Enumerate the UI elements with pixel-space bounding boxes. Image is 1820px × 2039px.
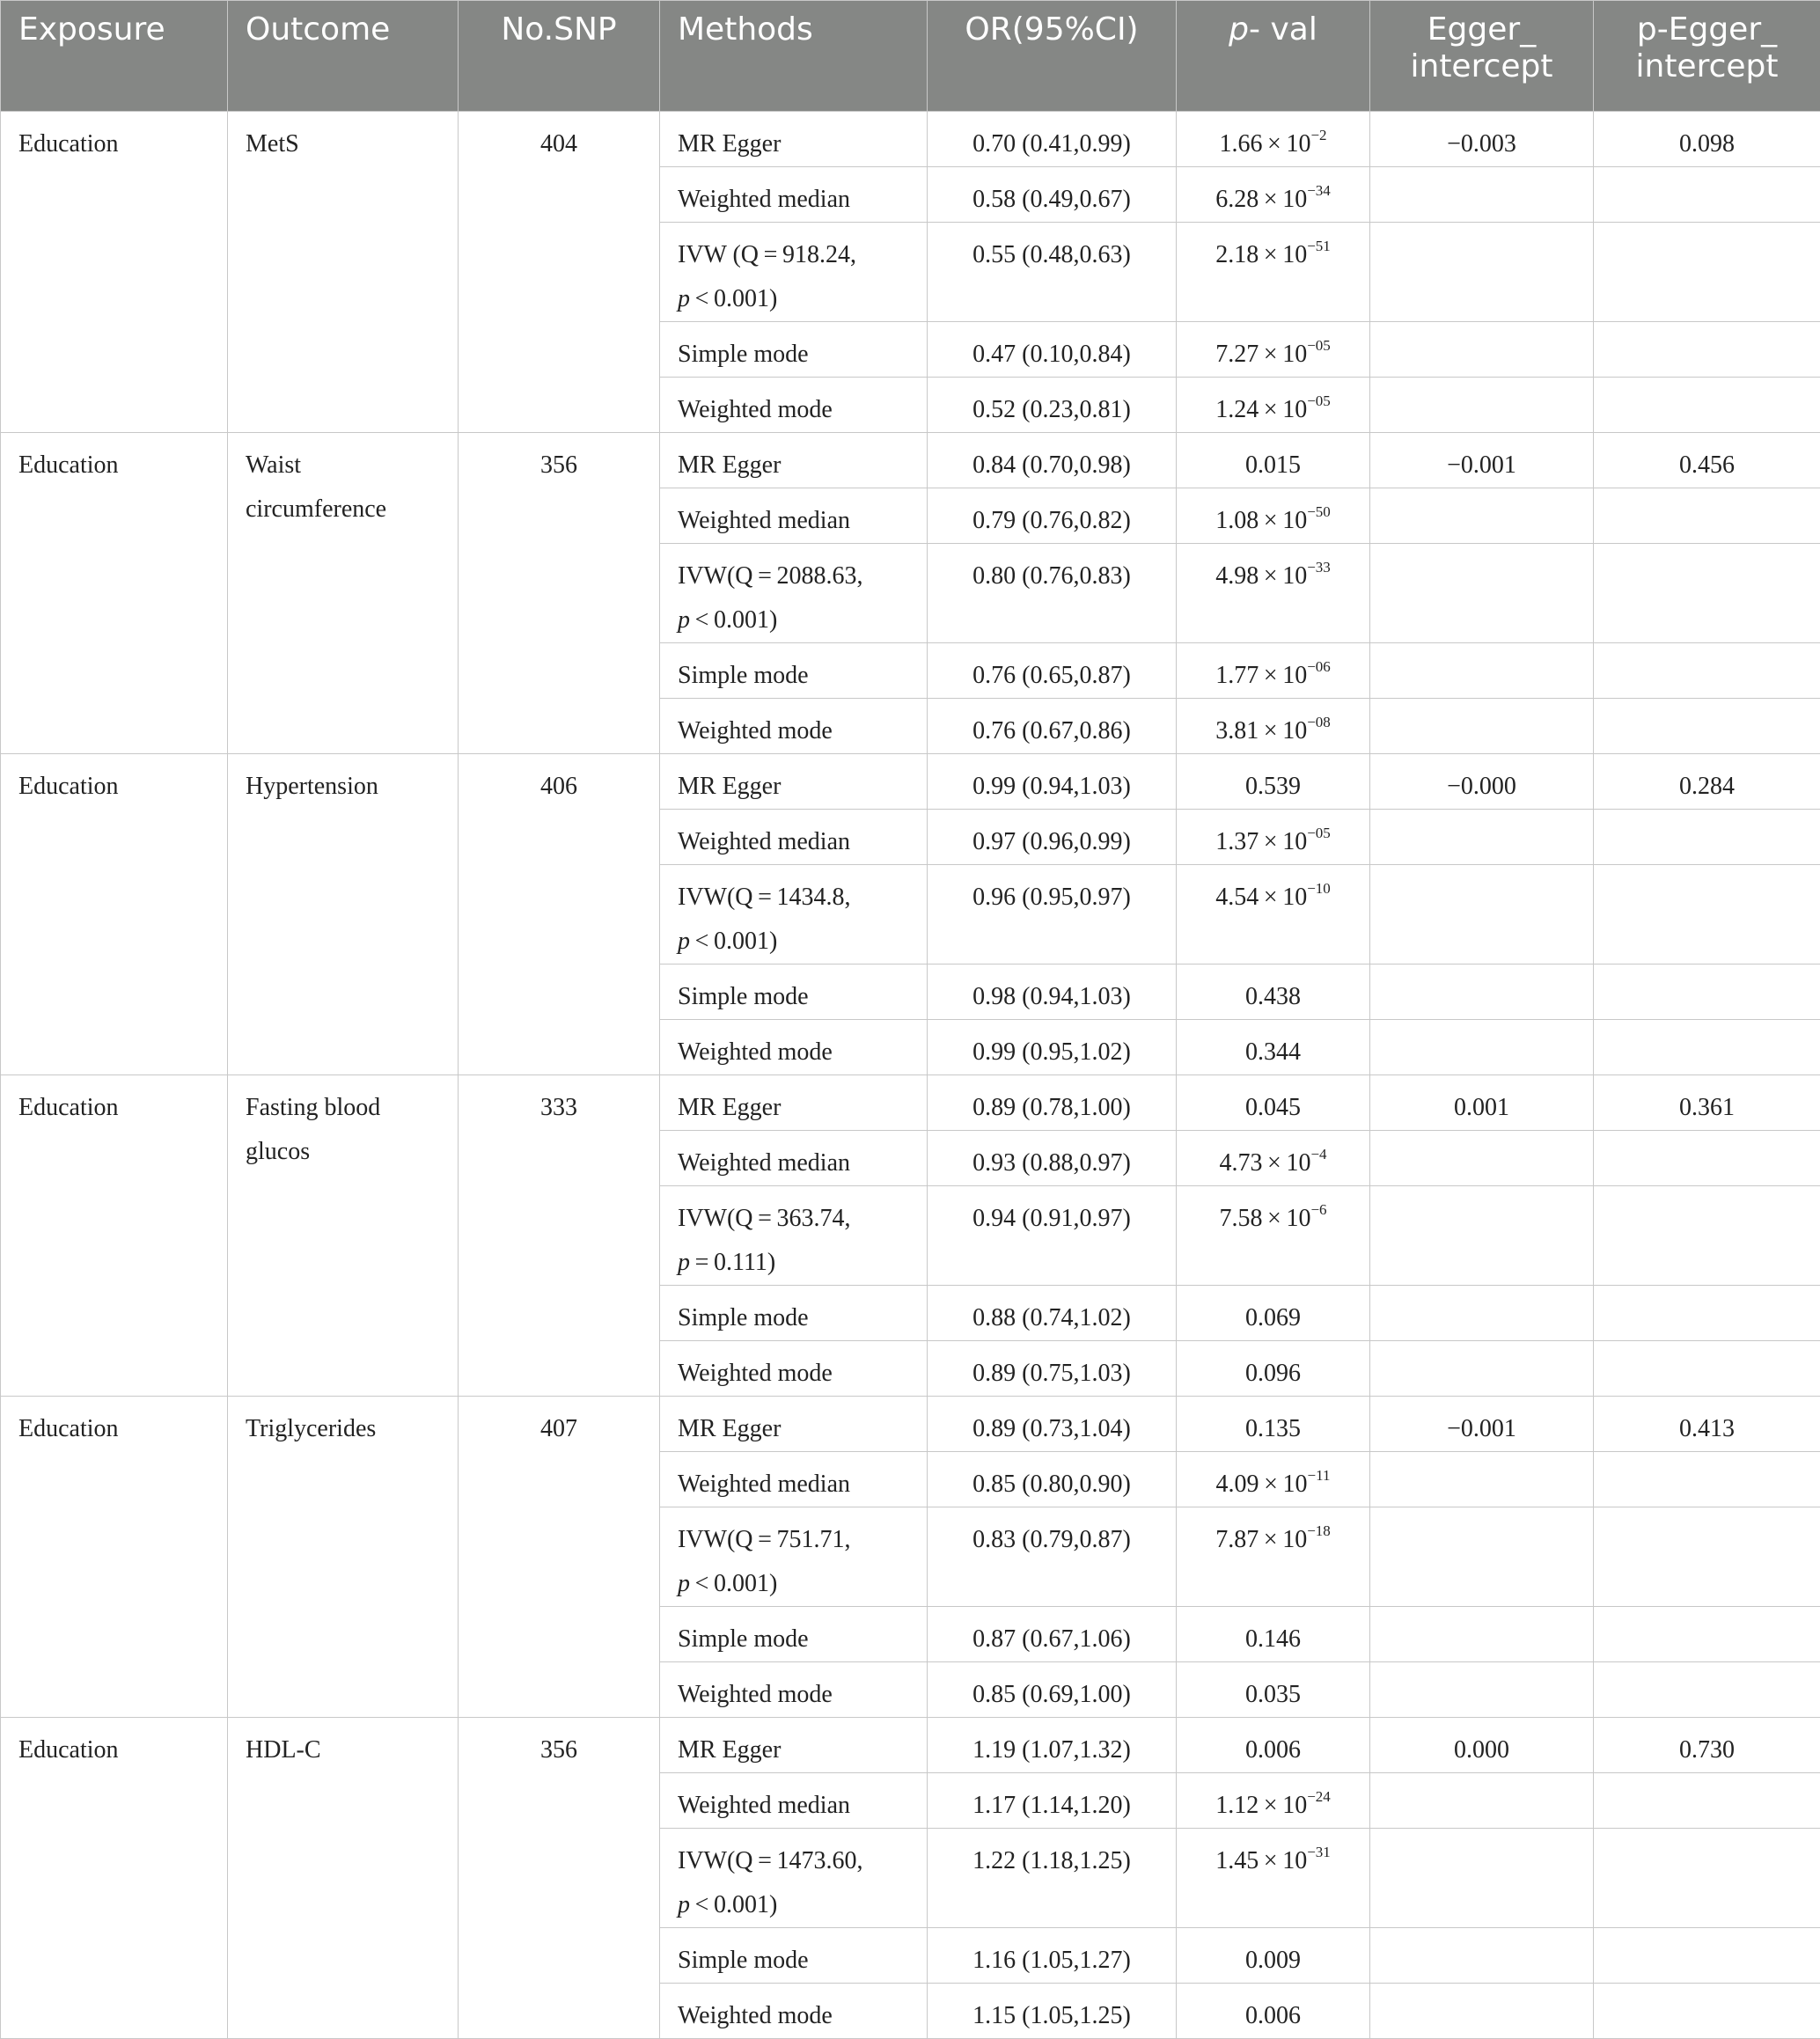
p-value-cell bbox=[1177, 643, 1370, 699]
header-p-value-rest: - val bbox=[1249, 11, 1317, 48]
p-egger-intercept-cell: 0.730 bbox=[1594, 1718, 1820, 1773]
table-body bbox=[1, 112, 1820, 2039]
p-egger-intercept-cell: 0.413 bbox=[1594, 1397, 1820, 1452]
p-value-base: 4.98 × 10 bbox=[1215, 562, 1307, 590]
p-value-cell bbox=[1177, 112, 1370, 167]
method-name: Weighted median bbox=[678, 186, 850, 213]
p-egger-intercept-cell bbox=[1594, 699, 1820, 754]
p-value-exponent: −50 bbox=[1307, 503, 1331, 520]
method-name: MR Egger bbox=[678, 451, 781, 479]
outcome-cell bbox=[228, 433, 459, 754]
or-ci-cell: 0.89 (0.73,1.04) bbox=[928, 1397, 1177, 1452]
p-egger-intercept-cell bbox=[1594, 167, 1820, 223]
egger-intercept-cell bbox=[1370, 167, 1594, 223]
header-exposure: Exposure bbox=[1, 1, 228, 112]
egger-intercept-cell bbox=[1370, 544, 1594, 643]
method-name: Weighted mode bbox=[678, 1681, 833, 1708]
p-value-plain: 0.069 bbox=[1245, 1304, 1301, 1331]
method-cell bbox=[660, 433, 928, 488]
egger-intercept-cell bbox=[1370, 1773, 1594, 1829]
p-value-exponent: −05 bbox=[1307, 337, 1331, 354]
table-row bbox=[1, 1397, 1820, 1452]
or-ci-cell: 0.88 (0.74,1.02) bbox=[928, 1286, 1177, 1341]
or-ci-cell: 0.58 (0.49,0.67) bbox=[928, 167, 1177, 223]
egger-intercept-cell: −0.001 bbox=[1370, 1397, 1594, 1452]
or-ci-cell: 0.93 (0.88,0.97) bbox=[928, 1131, 1177, 1186]
p-egger-intercept-cell bbox=[1594, 1928, 1820, 1984]
or-ci-cell: 1.22 (1.18,1.25) bbox=[928, 1829, 1177, 1928]
method-cell bbox=[660, 1075, 928, 1131]
or-ci-cell: 0.55 (0.48,0.63) bbox=[928, 223, 1177, 322]
or-ci-cell: 1.19 (1.07,1.32) bbox=[928, 1718, 1177, 1773]
method-cell bbox=[660, 1773, 928, 1829]
header-p-egger-intercept-line2: intercept bbox=[1636, 48, 1779, 84]
method-cell bbox=[660, 1020, 928, 1075]
egger-intercept-cell bbox=[1370, 1186, 1594, 1286]
table-row bbox=[1, 1718, 1820, 1773]
egger-intercept-cell bbox=[1370, 1452, 1594, 1507]
header-egger-intercept bbox=[1370, 1, 1594, 112]
p-value-cell bbox=[1177, 1131, 1370, 1186]
or-ci-cell: 0.87 (0.67,1.06) bbox=[928, 1607, 1177, 1662]
p-egger-intercept-cell: 0.456 bbox=[1594, 433, 1820, 488]
or-ci-cell: 0.70 (0.41,0.99) bbox=[928, 112, 1177, 167]
method-name: Weighted median bbox=[678, 1792, 850, 1819]
or-ci-cell: 0.99 (0.95,1.02) bbox=[928, 1020, 1177, 1075]
egger-intercept-cell bbox=[1370, 1984, 1594, 2039]
p-value-cell bbox=[1177, 1507, 1370, 1607]
p-egger-intercept-cell bbox=[1594, 964, 1820, 1020]
p-value-cell bbox=[1177, 1829, 1370, 1928]
header-egger-intercept-line2: intercept bbox=[1411, 48, 1553, 84]
method-cell bbox=[660, 167, 928, 223]
exposure-cell: Education bbox=[1, 433, 228, 754]
method-cell bbox=[660, 643, 928, 699]
p-value-exponent: −10 bbox=[1307, 880, 1331, 897]
p-value-base: 1.08 × 10 bbox=[1215, 507, 1307, 534]
p-value-exponent: −2 bbox=[1310, 127, 1326, 143]
method-cell bbox=[660, 488, 928, 544]
table-row bbox=[1, 112, 1820, 167]
header-egger-intercept-line1: Egger_ bbox=[1427, 11, 1536, 48]
p-value-cell bbox=[1177, 1186, 1370, 1286]
p-value-base: 7.58 × 10 bbox=[1219, 1205, 1310, 1232]
or-ci-cell: 0.89 (0.78,1.00) bbox=[928, 1075, 1177, 1131]
egger-intercept-cell bbox=[1370, 1286, 1594, 1341]
method-name: IVW(Q = 1473.60, bbox=[678, 1847, 863, 1874]
egger-intercept-cell bbox=[1370, 378, 1594, 433]
exposure-cell: Education bbox=[1, 112, 228, 433]
p-value-base: 1.37 × 10 bbox=[1215, 828, 1307, 855]
method-name: Weighted mode bbox=[678, 396, 833, 423]
egger-intercept-cell: −0.000 bbox=[1370, 754, 1594, 810]
p-value-plain: 0.045 bbox=[1245, 1094, 1301, 1121]
p-egger-intercept-cell bbox=[1594, 1984, 1820, 2039]
or-ci-cell: 0.89 (0.75,1.03) bbox=[928, 1341, 1177, 1397]
p-egger-intercept-cell bbox=[1594, 1773, 1820, 1829]
p-value-cell bbox=[1177, 964, 1370, 1020]
method-name: Weighted median bbox=[678, 1149, 850, 1177]
method-p-italic: p bbox=[678, 1891, 690, 1918]
p-value-cell bbox=[1177, 1928, 1370, 1984]
snp-count-cell: 356 bbox=[459, 433, 660, 754]
method-name: Weighted median bbox=[678, 1471, 850, 1498]
or-ci-cell: 1.15 (1.05,1.25) bbox=[928, 1984, 1177, 2039]
p-egger-intercept-cell bbox=[1594, 488, 1820, 544]
p-value-cell bbox=[1177, 488, 1370, 544]
exposure-cell: Education bbox=[1, 754, 228, 1075]
p-value-exponent: −4 bbox=[1310, 1146, 1326, 1163]
p-value-base: 4.09 × 10 bbox=[1216, 1471, 1308, 1498]
p-egger-intercept-cell: 0.361 bbox=[1594, 1075, 1820, 1131]
p-value-cell bbox=[1177, 865, 1370, 964]
outcome-cell bbox=[228, 1718, 459, 2039]
outcome-line1: Hypertension bbox=[246, 773, 378, 800]
method-p-italic: p bbox=[678, 1570, 690, 1597]
p-value-cell bbox=[1177, 378, 1370, 433]
method-p-rest: < 0.001) bbox=[690, 285, 777, 312]
method-name: IVW (Q = 918.24, bbox=[678, 241, 856, 268]
method-cell bbox=[660, 1131, 928, 1186]
or-ci-cell: 0.85 (0.69,1.00) bbox=[928, 1662, 1177, 1718]
exposure-cell: Education bbox=[1, 1075, 228, 1397]
or-ci-cell: 0.83 (0.79,0.87) bbox=[928, 1507, 1177, 1607]
p-egger-intercept-cell bbox=[1594, 1020, 1820, 1075]
method-name: Simple mode bbox=[678, 341, 809, 368]
p-egger-intercept-cell bbox=[1594, 810, 1820, 865]
outcome-line1: MetS bbox=[246, 130, 299, 158]
p-egger-intercept-cell bbox=[1594, 223, 1820, 322]
egger-intercept-cell bbox=[1370, 865, 1594, 964]
p-value-cell bbox=[1177, 223, 1370, 322]
method-name: MR Egger bbox=[678, 1736, 781, 1764]
egger-intercept-cell bbox=[1370, 964, 1594, 1020]
p-value-exponent: −34 bbox=[1307, 182, 1331, 199]
method-name: Weighted median bbox=[678, 828, 850, 855]
method-p-italic: p bbox=[678, 606, 690, 634]
method-cell bbox=[660, 1286, 928, 1341]
p-value-cell bbox=[1177, 1984, 1370, 2039]
or-ci-cell: 0.76 (0.65,0.87) bbox=[928, 643, 1177, 699]
exposure-cell: Education bbox=[1, 1397, 228, 1718]
p-value-cell bbox=[1177, 1607, 1370, 1662]
method-cell bbox=[660, 754, 928, 810]
method-name: Weighted mode bbox=[678, 1360, 833, 1387]
snp-count-cell: 407 bbox=[459, 1397, 660, 1718]
or-ci-cell: 0.94 (0.91,0.97) bbox=[928, 1186, 1177, 1286]
p-value-exponent: −18 bbox=[1307, 1522, 1331, 1539]
method-name: Simple mode bbox=[678, 1947, 809, 1974]
p-value-cell bbox=[1177, 1286, 1370, 1341]
p-value-cell bbox=[1177, 544, 1370, 643]
egger-intercept-cell bbox=[1370, 1829, 1594, 1928]
method-name: Simple mode bbox=[678, 1625, 809, 1653]
egger-intercept-cell bbox=[1370, 488, 1594, 544]
method-cell bbox=[660, 1662, 928, 1718]
egger-intercept-cell bbox=[1370, 1928, 1594, 1984]
method-cell bbox=[660, 1718, 928, 1773]
header-no-snp: No.SNP bbox=[459, 1, 660, 112]
p-value-plain: 0.146 bbox=[1245, 1625, 1301, 1653]
exposure-cell: Education bbox=[1, 1718, 228, 2039]
egger-intercept-cell: 0.001 bbox=[1370, 1075, 1594, 1131]
method-p-italic: p bbox=[678, 928, 690, 955]
outcome-line1: Waist bbox=[246, 451, 301, 479]
p-egger-intercept-cell: 0.098 bbox=[1594, 112, 1820, 167]
p-value-base: 4.54 × 10 bbox=[1215, 884, 1307, 911]
egger-intercept-cell bbox=[1370, 699, 1594, 754]
method-name: Weighted mode bbox=[678, 717, 833, 744]
method-cell bbox=[660, 1186, 928, 1286]
egger-intercept-cell bbox=[1370, 1662, 1594, 1718]
or-ci-cell: 0.85 (0.80,0.90) bbox=[928, 1452, 1177, 1507]
p-egger-intercept-cell bbox=[1594, 1186, 1820, 1286]
p-egger-intercept-cell bbox=[1594, 865, 1820, 964]
egger-intercept-cell bbox=[1370, 1131, 1594, 1186]
method-cell bbox=[660, 964, 928, 1020]
egger-intercept-cell bbox=[1370, 1020, 1594, 1075]
p-value-exponent: −6 bbox=[1310, 1201, 1326, 1218]
outcome-line1: Fasting blood bbox=[246, 1094, 380, 1121]
method-name: IVW(Q = 2088.63, bbox=[678, 562, 863, 590]
or-ci-cell: 0.98 (0.94,1.03) bbox=[928, 964, 1177, 1020]
p-value-plain: 0.006 bbox=[1245, 2002, 1301, 2029]
p-egger-intercept-cell bbox=[1594, 1829, 1820, 1928]
p-value-exponent: −51 bbox=[1307, 238, 1331, 254]
p-egger-intercept-cell bbox=[1594, 643, 1820, 699]
p-value-exponent: −08 bbox=[1307, 714, 1331, 730]
or-ci-cell: 0.47 (0.10,0.84) bbox=[928, 322, 1177, 378]
p-value-plain: 0.135 bbox=[1245, 1415, 1301, 1442]
p-value-base: 4.73 × 10 bbox=[1219, 1149, 1310, 1177]
method-cell bbox=[660, 865, 928, 964]
method-cell bbox=[660, 322, 928, 378]
p-value-base: 7.27 × 10 bbox=[1215, 341, 1307, 368]
method-p-rest: = 0.111) bbox=[690, 1249, 775, 1276]
method-p-italic: p bbox=[678, 1249, 690, 1276]
p-value-base: 1.24 × 10 bbox=[1215, 396, 1307, 423]
method-cell bbox=[660, 1452, 928, 1507]
p-egger-intercept-cell bbox=[1594, 1131, 1820, 1186]
snp-count-cell: 404 bbox=[459, 112, 660, 433]
header-outcome: Outcome bbox=[228, 1, 459, 112]
p-value-base: 1.66 × 10 bbox=[1219, 130, 1310, 158]
p-value-cell bbox=[1177, 1020, 1370, 1075]
p-value-cell bbox=[1177, 1718, 1370, 1773]
method-cell bbox=[660, 223, 928, 322]
snp-count-cell: 333 bbox=[459, 1075, 660, 1397]
method-cell bbox=[660, 699, 928, 754]
snp-count-cell: 356 bbox=[459, 1718, 660, 2039]
header-p-egger-intercept bbox=[1594, 1, 1820, 112]
p-value-cell bbox=[1177, 433, 1370, 488]
or-ci-cell: 1.16 (1.05,1.27) bbox=[928, 1928, 1177, 1984]
p-value-plain: 0.539 bbox=[1245, 773, 1301, 800]
p-value-cell bbox=[1177, 167, 1370, 223]
method-p-rest: < 0.001) bbox=[690, 1570, 777, 1597]
p-egger-intercept-cell: 0.284 bbox=[1594, 754, 1820, 810]
p-egger-intercept-cell bbox=[1594, 1452, 1820, 1507]
method-name: Simple mode bbox=[678, 1304, 809, 1331]
method-name: IVW(Q = 363.74, bbox=[678, 1205, 851, 1232]
method-cell bbox=[660, 1341, 928, 1397]
method-p-rest: < 0.001) bbox=[690, 606, 777, 634]
or-ci-cell: 1.17 (1.14,1.20) bbox=[928, 1773, 1177, 1829]
table-row bbox=[1, 1075, 1820, 1131]
method-cell bbox=[660, 112, 928, 167]
method-name: MR Egger bbox=[678, 773, 781, 800]
p-value-base: 3.81 × 10 bbox=[1215, 717, 1307, 744]
egger-intercept-cell: 0.000 bbox=[1370, 1718, 1594, 1773]
p-value-cell bbox=[1177, 699, 1370, 754]
method-name: Weighted mode bbox=[678, 2002, 833, 2029]
egger-intercept-cell bbox=[1370, 1341, 1594, 1397]
egger-intercept-cell bbox=[1370, 643, 1594, 699]
p-value-plain: 0.096 bbox=[1245, 1360, 1301, 1387]
egger-intercept-cell bbox=[1370, 322, 1594, 378]
p-value-exponent: −24 bbox=[1307, 1788, 1331, 1805]
method-cell bbox=[660, 1607, 928, 1662]
method-p-rest: < 0.001) bbox=[690, 1891, 777, 1918]
p-value-exponent: −05 bbox=[1307, 392, 1331, 409]
p-value-base: 1.12 × 10 bbox=[1215, 1792, 1307, 1819]
p-value-cell bbox=[1177, 322, 1370, 378]
method-cell bbox=[660, 810, 928, 865]
header-p-egger-intercept-line1: p-Egger_ bbox=[1637, 11, 1777, 48]
outcome-line2: glucos bbox=[246, 1138, 310, 1165]
method-name: Simple mode bbox=[678, 662, 809, 689]
method-cell bbox=[660, 1928, 928, 1984]
method-name: MR Egger bbox=[678, 130, 781, 158]
outcome-line1: HDL-C bbox=[246, 1736, 321, 1764]
table-row bbox=[1, 433, 1820, 488]
or-ci-cell: 0.96 (0.95,0.97) bbox=[928, 865, 1177, 964]
p-value-exponent: −33 bbox=[1307, 559, 1331, 576]
or-ci-cell: 0.80 (0.76,0.83) bbox=[928, 544, 1177, 643]
header-or-ci: OR(95%CI) bbox=[928, 1, 1177, 112]
p-value-base: 2.18 × 10 bbox=[1215, 241, 1307, 268]
outcome-cell bbox=[228, 1075, 459, 1397]
header-p-value-italic: p bbox=[1229, 11, 1249, 48]
or-ci-cell: 0.79 (0.76,0.82) bbox=[928, 488, 1177, 544]
or-ci-cell: 0.76 (0.67,0.86) bbox=[928, 699, 1177, 754]
p-egger-intercept-cell bbox=[1594, 1507, 1820, 1607]
p-egger-intercept-cell bbox=[1594, 1286, 1820, 1341]
p-value-cell bbox=[1177, 1341, 1370, 1397]
egger-intercept-cell: −0.003 bbox=[1370, 112, 1594, 167]
method-name: Weighted median bbox=[678, 507, 850, 534]
method-cell bbox=[660, 1984, 928, 2039]
or-ci-cell: 0.99 (0.94,1.03) bbox=[928, 754, 1177, 810]
egger-intercept-cell bbox=[1370, 223, 1594, 322]
header-row bbox=[1, 1, 1820, 112]
p-value-cell bbox=[1177, 1452, 1370, 1507]
snp-count-cell: 406 bbox=[459, 754, 660, 1075]
egger-intercept-cell bbox=[1370, 1507, 1594, 1607]
p-value-plain: 0.344 bbox=[1245, 1038, 1301, 1066]
p-value-exponent: −31 bbox=[1307, 1844, 1331, 1860]
p-value-cell bbox=[1177, 1773, 1370, 1829]
method-cell bbox=[660, 544, 928, 643]
or-ci-cell: 0.52 (0.23,0.81) bbox=[928, 378, 1177, 433]
method-p-rest: < 0.001) bbox=[690, 928, 777, 955]
egger-intercept-cell bbox=[1370, 1607, 1594, 1662]
method-name: IVW(Q = 1434.8, bbox=[678, 884, 851, 911]
p-egger-intercept-cell bbox=[1594, 322, 1820, 378]
table-header bbox=[1, 1, 1820, 112]
method-cell bbox=[660, 378, 928, 433]
p-value-plain: 0.015 bbox=[1245, 451, 1301, 479]
p-value-base: 7.87 × 10 bbox=[1215, 1526, 1307, 1553]
p-egger-intercept-cell bbox=[1594, 1662, 1820, 1718]
method-name: MR Egger bbox=[678, 1094, 781, 1121]
or-ci-cell: 0.97 (0.96,0.99) bbox=[928, 810, 1177, 865]
p-egger-intercept-cell bbox=[1594, 1607, 1820, 1662]
p-value-plain: 0.035 bbox=[1245, 1681, 1301, 1708]
p-value-base: 6.28 × 10 bbox=[1215, 186, 1307, 213]
p-value-cell bbox=[1177, 754, 1370, 810]
p-value-plain: 0.009 bbox=[1245, 1947, 1301, 1974]
outcome-cell bbox=[228, 1397, 459, 1718]
method-name: Weighted mode bbox=[678, 1038, 833, 1066]
p-value-plain: 0.006 bbox=[1245, 1736, 1301, 1764]
p-value-cell bbox=[1177, 810, 1370, 865]
egger-intercept-cell bbox=[1370, 810, 1594, 865]
p-value-base: 1.77 × 10 bbox=[1215, 662, 1307, 689]
p-value-cell bbox=[1177, 1075, 1370, 1131]
p-value-base: 1.45 × 10 bbox=[1215, 1847, 1307, 1874]
method-cell bbox=[660, 1397, 928, 1452]
header-methods: Methods bbox=[660, 1, 928, 112]
outcome-cell bbox=[228, 112, 459, 433]
table-row bbox=[1, 754, 1820, 810]
p-value-exponent: −05 bbox=[1307, 825, 1331, 841]
outcome-line1: Triglycerides bbox=[246, 1415, 376, 1442]
method-cell bbox=[660, 1507, 928, 1607]
method-name: MR Egger bbox=[678, 1415, 781, 1442]
p-value-plain: 0.438 bbox=[1245, 983, 1301, 1010]
p-egger-intercept-cell bbox=[1594, 544, 1820, 643]
method-name: Simple mode bbox=[678, 983, 809, 1010]
egger-intercept-cell: −0.001 bbox=[1370, 433, 1594, 488]
p-value-cell bbox=[1177, 1397, 1370, 1452]
outcome-line2: circumference bbox=[246, 495, 386, 523]
p-value-exponent: −06 bbox=[1307, 658, 1331, 675]
method-cell bbox=[660, 1829, 928, 1928]
p-egger-intercept-cell bbox=[1594, 378, 1820, 433]
method-p-italic: p bbox=[678, 285, 690, 312]
p-value-cell bbox=[1177, 1662, 1370, 1718]
outcome-cell bbox=[228, 754, 459, 1075]
or-ci-cell: 0.84 (0.70,0.98) bbox=[928, 433, 1177, 488]
p-value-exponent: −11 bbox=[1308, 1467, 1331, 1484]
method-name: IVW(Q = 751.71, bbox=[678, 1526, 851, 1553]
header-p-value bbox=[1177, 1, 1370, 112]
p-egger-intercept-cell bbox=[1594, 1341, 1820, 1397]
